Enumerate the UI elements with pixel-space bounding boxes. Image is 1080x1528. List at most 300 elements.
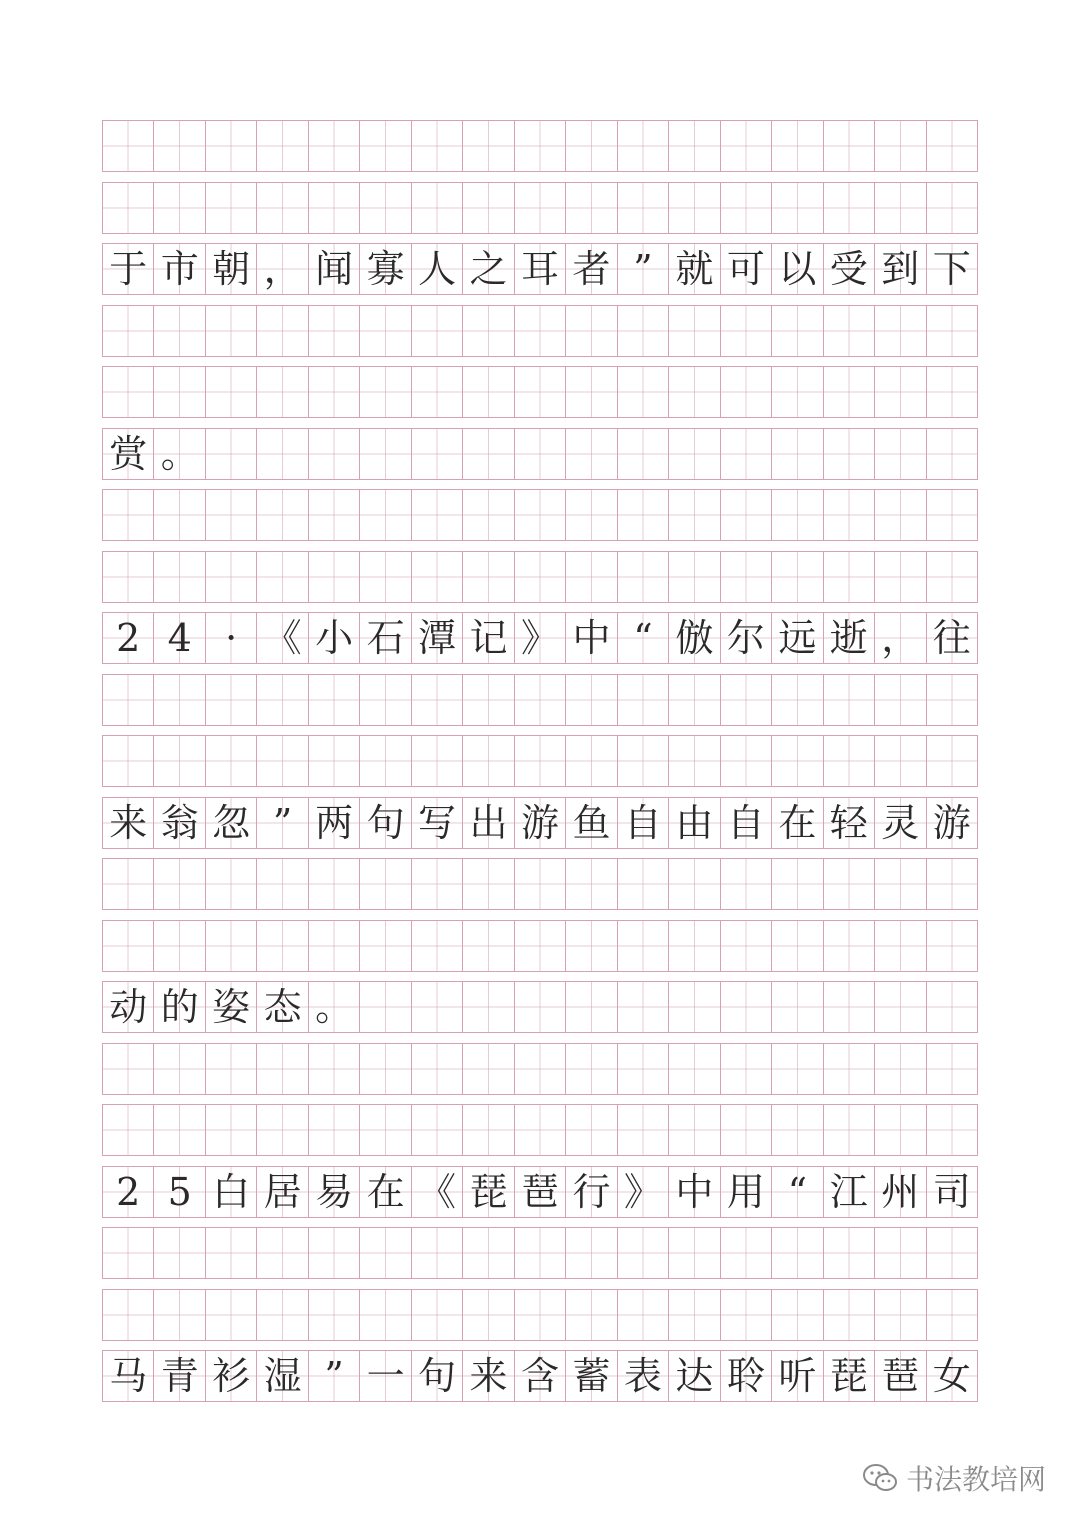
grid-cell <box>309 736 360 786</box>
grid-cell <box>669 921 720 971</box>
character: 忽 <box>212 800 251 845</box>
character: 琵 <box>469 1169 508 1214</box>
grid-cell <box>721 429 772 479</box>
character: 中 <box>675 1169 714 1214</box>
grid-cell <box>309 552 360 602</box>
grid-cell <box>360 1228 411 1278</box>
grid-cell <box>824 306 875 356</box>
grid-cell <box>206 1167 257 1217</box>
grid-cell <box>154 429 205 479</box>
grid-cell <box>566 429 617 479</box>
character: 于 <box>109 247 148 291</box>
grid-cell <box>824 367 875 417</box>
grid-cell <box>772 613 823 663</box>
watermark-text: 书法教培网 <box>905 1463 1046 1496</box>
grid-cell <box>927 429 978 479</box>
grid-cell <box>309 367 360 417</box>
character: 往 <box>932 616 971 660</box>
grid-cell <box>412 675 463 725</box>
grid-cell <box>772 1105 823 1155</box>
grid-cell <box>566 736 617 786</box>
character: 女 <box>932 1354 971 1398</box>
character: 鱼 <box>572 800 611 845</box>
character: 琶 <box>881 1354 920 1398</box>
grid-cell <box>566 490 617 540</box>
grid-cell <box>309 613 360 663</box>
grid-cell <box>824 183 875 233</box>
grid-cell <box>309 244 360 294</box>
character: 行 <box>572 1169 611 1214</box>
grid-cell <box>515 306 566 356</box>
grid-cell <box>824 244 875 294</box>
grid-cell <box>669 798 720 848</box>
grid-cell <box>875 859 926 909</box>
blank-practice-row <box>102 1043 978 1095</box>
grid-cell <box>566 183 617 233</box>
grid-cell <box>618 1228 669 1278</box>
grid-cell <box>103 552 154 602</box>
grid-cell <box>206 613 257 663</box>
grid-cell <box>463 490 514 540</box>
text-row <box>102 1166 978 1218</box>
character: 尔 <box>726 616 765 660</box>
text-row <box>102 428 978 480</box>
grid-cell <box>309 1290 360 1340</box>
character: 白 <box>212 1169 251 1214</box>
grid-cell <box>927 1167 978 1217</box>
grid-cell <box>515 121 566 171</box>
grid-cell <box>206 1105 257 1155</box>
grid-cell <box>360 675 411 725</box>
character: 在 <box>366 1169 405 1214</box>
grid-cell <box>824 429 875 479</box>
grid-cell <box>412 429 463 479</box>
grid-cell <box>154 306 205 356</box>
grid-cell <box>154 244 205 294</box>
grid-cell <box>875 736 926 786</box>
grid-cell <box>206 982 257 1032</box>
grid-cell <box>927 1351 978 1401</box>
grid-cell <box>927 613 978 663</box>
blank-practice-row <box>102 551 978 603</box>
grid-cell <box>669 675 720 725</box>
grid-cell <box>669 613 720 663</box>
grid-cell <box>618 121 669 171</box>
grid-cell <box>618 859 669 909</box>
grid-cell <box>721 1290 772 1340</box>
grid-cell <box>669 1228 720 1278</box>
grid-cell <box>103 367 154 417</box>
grid-cell <box>206 429 257 479</box>
grid-cell <box>566 921 617 971</box>
grid-cell <box>772 1167 823 1217</box>
character: 姿 <box>212 985 251 1029</box>
grid-cell <box>875 490 926 540</box>
grid-cell <box>824 675 875 725</box>
character: 2 <box>116 616 141 660</box>
character: ” <box>324 1354 344 1398</box>
character: 倣 <box>675 616 714 660</box>
character: 由 <box>675 800 714 845</box>
grid-cell <box>772 921 823 971</box>
grid-cell <box>772 429 823 479</box>
grid-cell <box>618 613 669 663</box>
blank-practice-row <box>102 1289 978 1341</box>
grid-cell <box>360 121 411 171</box>
blank-practice-row <box>102 920 978 972</box>
character: ” <box>633 247 653 291</box>
grid-cell <box>206 1044 257 1094</box>
grid-cell <box>927 552 978 602</box>
character: 听 <box>778 1354 817 1398</box>
grid-cell <box>669 183 720 233</box>
grid-cell <box>669 552 720 602</box>
grid-cell <box>206 552 257 602</box>
character: 聆 <box>726 1354 765 1398</box>
grid-cell <box>669 1351 720 1401</box>
grid-cell <box>154 183 205 233</box>
grid-cell <box>103 1228 154 1278</box>
grid-cell <box>103 244 154 294</box>
grid-cell <box>463 1228 514 1278</box>
grid-cell <box>206 490 257 540</box>
grid-cell <box>875 306 926 356</box>
grid-cell <box>772 490 823 540</box>
grid-cell <box>309 1105 360 1155</box>
grid-cell <box>566 798 617 848</box>
grid-cell <box>566 244 617 294</box>
grid-cell <box>360 921 411 971</box>
grid-cell <box>515 244 566 294</box>
grid-cell <box>103 1105 154 1155</box>
grid-cell <box>875 798 926 848</box>
character: 司 <box>932 1169 971 1214</box>
grid-cell <box>566 1167 617 1217</box>
grid-cell <box>515 1228 566 1278</box>
grid-cell <box>360 1167 411 1217</box>
grid-cell <box>669 121 720 171</box>
grid-cell <box>875 429 926 479</box>
grid-cell <box>875 675 926 725</box>
grid-cell <box>927 1105 978 1155</box>
grid-cell <box>618 1044 669 1094</box>
grid-cell <box>463 1290 514 1340</box>
grid-cell <box>412 1105 463 1155</box>
grid-cell <box>360 490 411 540</box>
grid-cell <box>206 675 257 725</box>
grid-cell <box>772 675 823 725</box>
grid-cell <box>463 1105 514 1155</box>
character: “ <box>633 616 653 660</box>
grid-cell <box>721 921 772 971</box>
grid-cell <box>824 859 875 909</box>
grid-cell <box>824 982 875 1032</box>
grid-cell <box>772 1290 823 1340</box>
character: 朝 <box>212 247 251 291</box>
grid-cell <box>721 1105 772 1155</box>
grid-cell <box>669 1105 720 1155</box>
grid-cell <box>515 552 566 602</box>
grid-cell <box>309 675 360 725</box>
grid-cell <box>618 982 669 1032</box>
grid-cell <box>206 798 257 848</box>
grid-cell <box>103 798 154 848</box>
grid-cell <box>309 1167 360 1217</box>
grid-cell <box>721 552 772 602</box>
grid-cell <box>927 490 978 540</box>
grid-cell <box>360 736 411 786</box>
character: 闻 <box>315 247 354 291</box>
blank-practice-row <box>102 489 978 541</box>
grid-cell <box>360 244 411 294</box>
character: 人 <box>418 247 457 291</box>
grid-cell <box>309 859 360 909</box>
grid-cell <box>721 306 772 356</box>
grid-cell <box>463 367 514 417</box>
grid-cell <box>412 490 463 540</box>
blank-practice-row <box>102 674 978 726</box>
grid-cell <box>103 859 154 909</box>
character: 下 <box>932 247 971 291</box>
grid-cell <box>412 1167 463 1217</box>
grid-cell <box>206 306 257 356</box>
character: 灵 <box>881 800 920 845</box>
grid-cell <box>103 1167 154 1217</box>
grid-cell <box>103 306 154 356</box>
character: 赏 <box>109 431 148 476</box>
grid-cell <box>360 859 411 909</box>
grid-cell <box>309 490 360 540</box>
grid-cell <box>515 183 566 233</box>
grid-cell <box>721 490 772 540</box>
grid-cell <box>412 367 463 417</box>
grid-cell <box>360 798 411 848</box>
grid-cell <box>257 613 308 663</box>
grid-cell <box>154 798 205 848</box>
grid-cell <box>772 306 823 356</box>
grid-cell <box>463 552 514 602</box>
grid-cell <box>618 552 669 602</box>
grid-cell <box>463 1167 514 1217</box>
grid-cell <box>669 306 720 356</box>
blank-practice-row <box>102 1227 978 1279</box>
grid-cell <box>669 244 720 294</box>
grid-cell <box>669 429 720 479</box>
grid-cell <box>257 121 308 171</box>
grid-cell <box>103 1290 154 1340</box>
character: 翁 <box>160 800 199 845</box>
character: 》 <box>623 1169 662 1214</box>
character: 来 <box>109 800 148 845</box>
grid-cell <box>772 367 823 417</box>
character: 江 <box>829 1169 868 1214</box>
grid-cell <box>206 244 257 294</box>
grid-cell <box>824 552 875 602</box>
grid-cell <box>721 1351 772 1401</box>
grid-cell <box>103 921 154 971</box>
character: 游 <box>932 800 971 845</box>
character: 州 <box>881 1169 920 1214</box>
character: 4 <box>167 616 192 660</box>
grid-cell <box>669 859 720 909</box>
grid-cell <box>154 367 205 417</box>
grid-cell <box>618 1290 669 1340</box>
grid-cell <box>154 490 205 540</box>
grid-cell <box>154 859 205 909</box>
grid-cell <box>824 1228 875 1278</box>
grid-cell <box>566 121 617 171</box>
grid-cell <box>618 736 669 786</box>
character: ， <box>881 616 920 660</box>
character: 在 <box>778 800 817 845</box>
watermark <box>862 1458 1046 1498</box>
character: 中 <box>572 616 611 660</box>
grid-cell <box>566 552 617 602</box>
grid-cell <box>257 921 308 971</box>
grid-cell <box>618 183 669 233</box>
grid-cell <box>154 1167 205 1217</box>
grid-cell <box>618 429 669 479</box>
grid-cell <box>412 921 463 971</box>
grid-cell <box>206 367 257 417</box>
grid-cell <box>257 244 308 294</box>
character: 动 <box>109 985 148 1029</box>
grid-cell <box>669 367 720 417</box>
grid-cell <box>309 429 360 479</box>
grid-cell <box>412 306 463 356</box>
grid-cell <box>257 183 308 233</box>
grid-cell <box>618 1105 669 1155</box>
grid-cell <box>103 1044 154 1094</box>
grid-cell <box>412 798 463 848</box>
grid-cell <box>103 736 154 786</box>
grid-cell <box>515 490 566 540</box>
character: 2 <box>116 1169 141 1214</box>
character: 潭 <box>418 616 457 660</box>
grid-cell <box>875 367 926 417</box>
grid-cell <box>257 306 308 356</box>
grid-cell <box>206 921 257 971</box>
character: 记 <box>469 616 508 660</box>
wechat-icon <box>862 1463 898 1493</box>
grid-cell <box>566 982 617 1032</box>
grid-cell <box>309 121 360 171</box>
character: 写 <box>418 800 457 845</box>
grid-cell <box>103 982 154 1032</box>
character: 表 <box>623 1354 662 1398</box>
grid-cell <box>412 982 463 1032</box>
grid-cell <box>721 121 772 171</box>
grid-cell <box>824 490 875 540</box>
character: 就 <box>675 247 714 291</box>
grid-cell <box>103 121 154 171</box>
grid-cell <box>309 798 360 848</box>
grid-cell <box>515 921 566 971</box>
grid-cell <box>875 183 926 233</box>
grid-cell <box>154 1351 205 1401</box>
grid-cell <box>154 921 205 971</box>
grid-cell <box>309 306 360 356</box>
character: 句 <box>418 1354 457 1398</box>
grid-cell <box>154 1044 205 1094</box>
grid-cell <box>463 121 514 171</box>
character: ” <box>272 800 293 845</box>
character: 石 <box>366 616 405 660</box>
character: 。 <box>315 985 354 1029</box>
grid-cell <box>824 613 875 663</box>
character: 琶 <box>520 1169 559 1214</box>
grid-cell <box>412 613 463 663</box>
grid-cell <box>515 429 566 479</box>
grid-cell <box>618 490 669 540</box>
grid-cell <box>927 183 978 233</box>
grid-cell <box>824 798 875 848</box>
grid-cell <box>566 1044 617 1094</box>
grid-cell <box>257 1167 308 1217</box>
blank-practice-row <box>102 182 978 234</box>
grid-cell <box>257 490 308 540</box>
grid-cell <box>154 736 205 786</box>
grid-cell <box>360 183 411 233</box>
grid-cell <box>618 244 669 294</box>
grid-cell <box>515 1105 566 1155</box>
character: ， <box>263 247 302 291</box>
grid-cell <box>618 1167 669 1217</box>
grid-cell <box>875 1228 926 1278</box>
blank-practice-row <box>102 305 978 357</box>
grid-cell <box>566 1228 617 1278</box>
grid-cell <box>463 675 514 725</box>
grid-cell <box>721 675 772 725</box>
grid-cell <box>309 1228 360 1278</box>
grid-cell <box>360 1044 411 1094</box>
character: 市 <box>160 247 199 291</box>
grid-cell <box>669 736 720 786</box>
grid-cell <box>669 1167 720 1217</box>
grid-cell <box>515 1044 566 1094</box>
grid-cell <box>463 736 514 786</box>
grid-cell <box>154 1105 205 1155</box>
grid-cell <box>309 183 360 233</box>
grid-cell <box>721 859 772 909</box>
grid-cell <box>721 1228 772 1278</box>
grid-cell <box>618 306 669 356</box>
grid-cell <box>824 1167 875 1217</box>
grid-cell <box>309 1351 360 1401</box>
grid-cell <box>772 859 823 909</box>
character: 一 <box>366 1354 405 1398</box>
grid-cell <box>721 736 772 786</box>
grid-cell <box>772 982 823 1032</box>
character: 远 <box>778 616 817 660</box>
grid-cell <box>618 367 669 417</box>
grid-cell <box>463 798 514 848</box>
character: 青 <box>160 1354 199 1398</box>
character: 轻 <box>829 800 868 845</box>
grid-cell <box>566 1290 617 1340</box>
character: 态 <box>263 985 302 1029</box>
grid-cell <box>927 1228 978 1278</box>
grid-cell <box>257 1228 308 1278</box>
grid-cell <box>360 306 411 356</box>
grid-cell <box>772 798 823 848</box>
character: 游 <box>520 800 559 845</box>
character: 5 <box>167 1169 192 1214</box>
grid-cell <box>515 613 566 663</box>
grid-cell <box>463 1044 514 1094</box>
grid-cell <box>927 859 978 909</box>
grid-cell <box>412 552 463 602</box>
